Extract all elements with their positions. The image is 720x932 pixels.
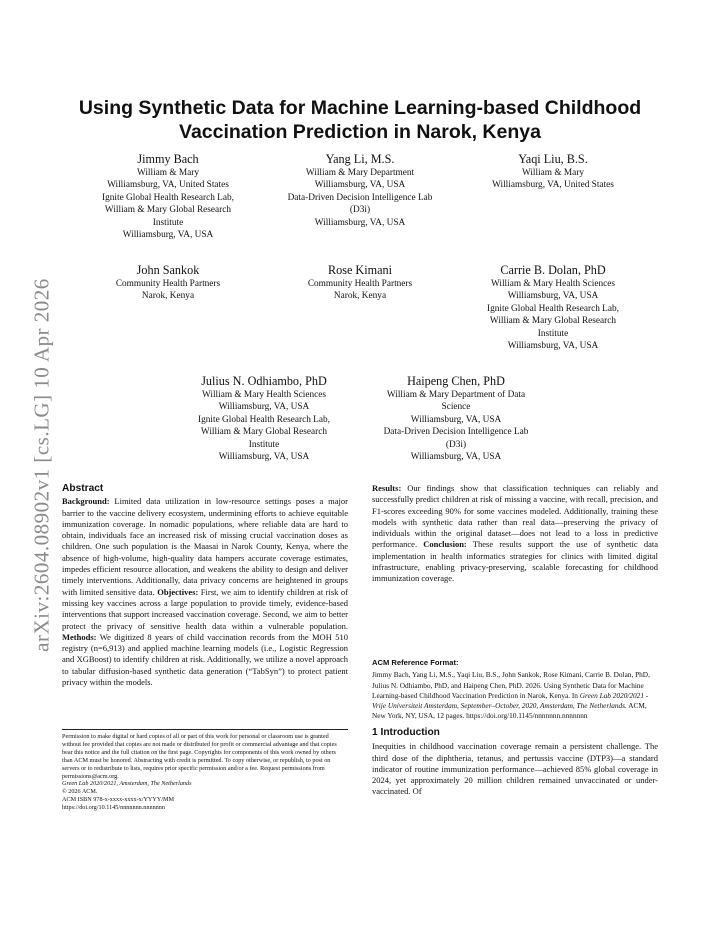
reference-text-after: ACM, New York, NY, USA, 12 pages. https://doi.org/10.1145/nnnnnnn.nnnnnnn [372, 700, 647, 721]
arxiv-sidebar [22, 250, 62, 680]
reference-format-heading: ACM Reference Format: [372, 658, 459, 667]
author-block [465, 263, 641, 352]
objectives-text: First, we aim to identify children at risk of missing key vaccines across a large population to provide timely, evidence-based interventions that support increased vaccination coverage. Second, we aim to better protect the privacy of sensitive health data within a vulnerable population. [62, 586, 348, 631]
reference-format-text [372, 670, 658, 721]
author-name: Carrie B. Dolan, PhD [500, 263, 606, 277]
author-name: John Sankok [136, 263, 200, 277]
author-block [364, 374, 548, 463]
isbn-line: ACM ISBN 978-x-xxxx-xxxx-x/YYYY/MM [62, 796, 175, 804]
author-block [268, 152, 452, 229]
methods-text-part: We digitized 8 years of child vaccination records from the MOH 510 registry (n=6,913) and applied machine learning models (i.e., Logistic Regression and XGBoost) to identify children at risk. Additionally, we utilize a novel approach to tabular diffusion-based synthetic data generation (“TabSyn”) to protect patient privacy within the models. [62, 631, 348, 688]
author-block [465, 152, 641, 192]
author-affiliation-line: Institute [537, 328, 569, 339]
introduction-section [372, 727, 658, 798]
footnote-venue: Green Lab 2020/2021, Amsterdam, The Netherlands [62, 780, 192, 788]
reference-venue: Green Lab 2020/2021 - Vrije Universiteit Amsterdam, September–October, 2020, Amsterdam, The Netherlands. [372, 690, 649, 710]
author-affiliation-line: William & Mary Health Sciences [490, 279, 616, 289]
author-block [80, 152, 256, 241]
results-text: Our findings show that classification techniques can reliably and successfully predict children at risk of missing a vaccine, with recall, precision, and F1-scores exceeding 90% for some vaccines modeled. Additionally, training these models with synthetic data rather than real data—preserving the privacy of individuals within the original dataset—does not lead to a loss in predictive performance. [372, 483, 658, 550]
author-block [80, 263, 256, 303]
doi-line: https://doi.org/10.1145/nnnnnnn.nnnnnnn [62, 804, 165, 812]
methods-label: Methods: [62, 631, 97, 642]
author-affiliation-line: Narok, Kenya [333, 291, 387, 302]
author-name: Haipeng Chen, PhD [407, 374, 505, 388]
author-affiliation-line: Williamsburg, VA, USA [314, 217, 406, 228]
author-name: Yang Li, M.S. [325, 152, 395, 166]
author-affiliation-line: William & Mary Global Research [489, 316, 617, 327]
author-affiliation-line: (D3i) [349, 205, 371, 216]
objectives-label: Objectives: [157, 586, 199, 597]
reference-format-block [372, 657, 658, 721]
author-affiliation-line: William & Mary Global Research [104, 205, 232, 216]
author-name: Jimmy Bach [137, 152, 199, 166]
author-affiliation-line: Community Health Partners [307, 279, 413, 289]
author-name: Yaqi Liu, B.S. [518, 152, 588, 166]
title-line-2: Vaccination Prediction in Narok, Kenya [179, 121, 541, 143]
author-affiliation-line: Williamsburg, VA, USA [218, 452, 310, 463]
abstract-text-cont [372, 483, 658, 585]
arxiv-identifier: arXiv:2604.08902v1 [cs.LG] 10 Apr 2026 [29, 278, 54, 652]
author-affiliation-line: William & Mary [136, 168, 200, 178]
background-label: Background: [62, 496, 110, 507]
author-affiliation-line: William & Mary Global Research [200, 427, 328, 438]
abstract-left-column [62, 483, 348, 688]
author-affiliation-line: Institute [248, 439, 280, 450]
author-name: Rose Kimani [328, 263, 392, 277]
author-affiliation-line: William & Mary Department of Data [386, 390, 526, 400]
footnote-rule [62, 729, 348, 730]
author-name: Julius N. Odhiambo, PhD [201, 374, 327, 388]
abstract-heading: Abstract [62, 483, 104, 494]
author-affiliation-line: Williamsburg, VA, United States [107, 180, 229, 191]
author-affiliation-line: Williamsburg, VA, USA [218, 402, 310, 413]
copyright-line: © 2026 ACM. [62, 788, 98, 796]
author-affiliation-line: Community Health Partners [115, 279, 221, 289]
abstract-text [62, 496, 348, 688]
author-affiliation-line: Ignite Global Health Research Lab, [102, 192, 234, 203]
author-affiliation-line: William & Mary [521, 168, 585, 178]
author-affiliation-line: Ignite Global Health Research Lab, [198, 414, 330, 425]
title-line-1: Using Synthetic Data for Machine Learning-based Childhood [78, 97, 642, 119]
author-affiliation-line: Williamsburg, VA, USA [507, 341, 599, 352]
introduction-text: Inequities in childhood vaccination coverage remain a persistent challenge. The third dose of the diphtheria, tetanus, and pertussis vaccine (DTP3)—a standard indicator of routine immunization performance—achieved 85% global coverage in 2024, yet approximately 20 million children remained unvaccinated or under-vaccinated. Of [372, 741, 658, 797]
author-affiliation-line: Data-Driven Decision Intelligence Lab [383, 427, 529, 438]
paper-title [60, 96, 660, 144]
author-affiliation-line: Williamsburg, VA, USA [507, 291, 599, 302]
author-affiliation-line: Williamsburg, VA, USA [314, 180, 406, 191]
copyright-footnote [62, 729, 348, 812]
permission-text: Permission to make digital or hard copies of all or part of this work for personal or classroom use is granted without fee provided that copies are not made or distributed for profit or commercial advantage and that copies bear this notice and the full citation on the first page. Copyrights for components of this work owned by others than ACM must be honored. Abstracting with credit is permitted. To copy otherwise, or republish, to post on servers or to redistribute to lists, requires prior specific permission and/or a fee. Request permissions from permissions@acm.org. [62, 733, 337, 780]
results-label: Results: [372, 483, 402, 493]
author-affiliation-line: Institute [152, 217, 184, 228]
author-affiliation-line: Narok, Kenya [141, 291, 195, 302]
author-block [176, 374, 352, 463]
author-affiliation-line: Data-Driven Decision Intelligence Lab [287, 192, 433, 203]
author-affiliation-line: (D3i) [445, 439, 467, 450]
conclusion-label: Conclusion: [423, 539, 467, 550]
background-text: Limited data utilization in low-resource settings poses a major barrier to the vaccine delivery ecosystem, undermining efforts to achieve equitable immunization coverage. In nomadic populations, where reliable data are hard to obtain, individuals face an increased risk of missing crucial vaccination doses as children. One such population is the Maasai in Narok County, Kenya, where the absence of high-volume, high-quality data hampers accurate coverage estimates, impedes efficient resource allocation, and weakens the ability to design and deliver timely interventions. Additionally, data privacy concerns are heightened in groups with limited sensitive data. [62, 496, 348, 597]
author-affiliation-line: Science [441, 402, 471, 413]
abstract-right-column [372, 483, 658, 585]
author-block [268, 263, 452, 303]
author-affiliation-line: William & Mary Health Sciences [201, 390, 327, 400]
author-affiliation-line: Williamsburg, VA, USA [410, 452, 502, 463]
author-affiliation-line: Williamsburg, VA, USA [122, 230, 214, 241]
reference-text-before: Jimmy Bach, Yang Li, M.S., Yaqi Liu, B.S., John Sankok, Rose Kimani, Carrie B. Dolan, PhD, Julius N. Odhiambo, PhD, and Haipeng Chen, PhD. 2026. Using Synthetic Data for Machine Learning-based Childhood Vaccination Prediction in Narok, Kenya. In [372, 670, 650, 700]
author-affiliation-line: Ignite Global Health Research Lab, [487, 303, 619, 314]
introduction-heading: 1 Introduction [372, 727, 440, 738]
conclusion-text: These results support the use of synthetic data implementation in health informatics strategies for clinics with limited digital infrastructure, enabling privacy-preserving, scalable forecasting for childhood immunization coverage. [372, 539, 658, 584]
author-affiliation-line: Williamsburg, VA, USA [410, 414, 502, 425]
author-affiliation-line: Williamsburg, VA, United States [492, 180, 614, 191]
author-affiliation-line: William & Mary Department [305, 168, 415, 178]
